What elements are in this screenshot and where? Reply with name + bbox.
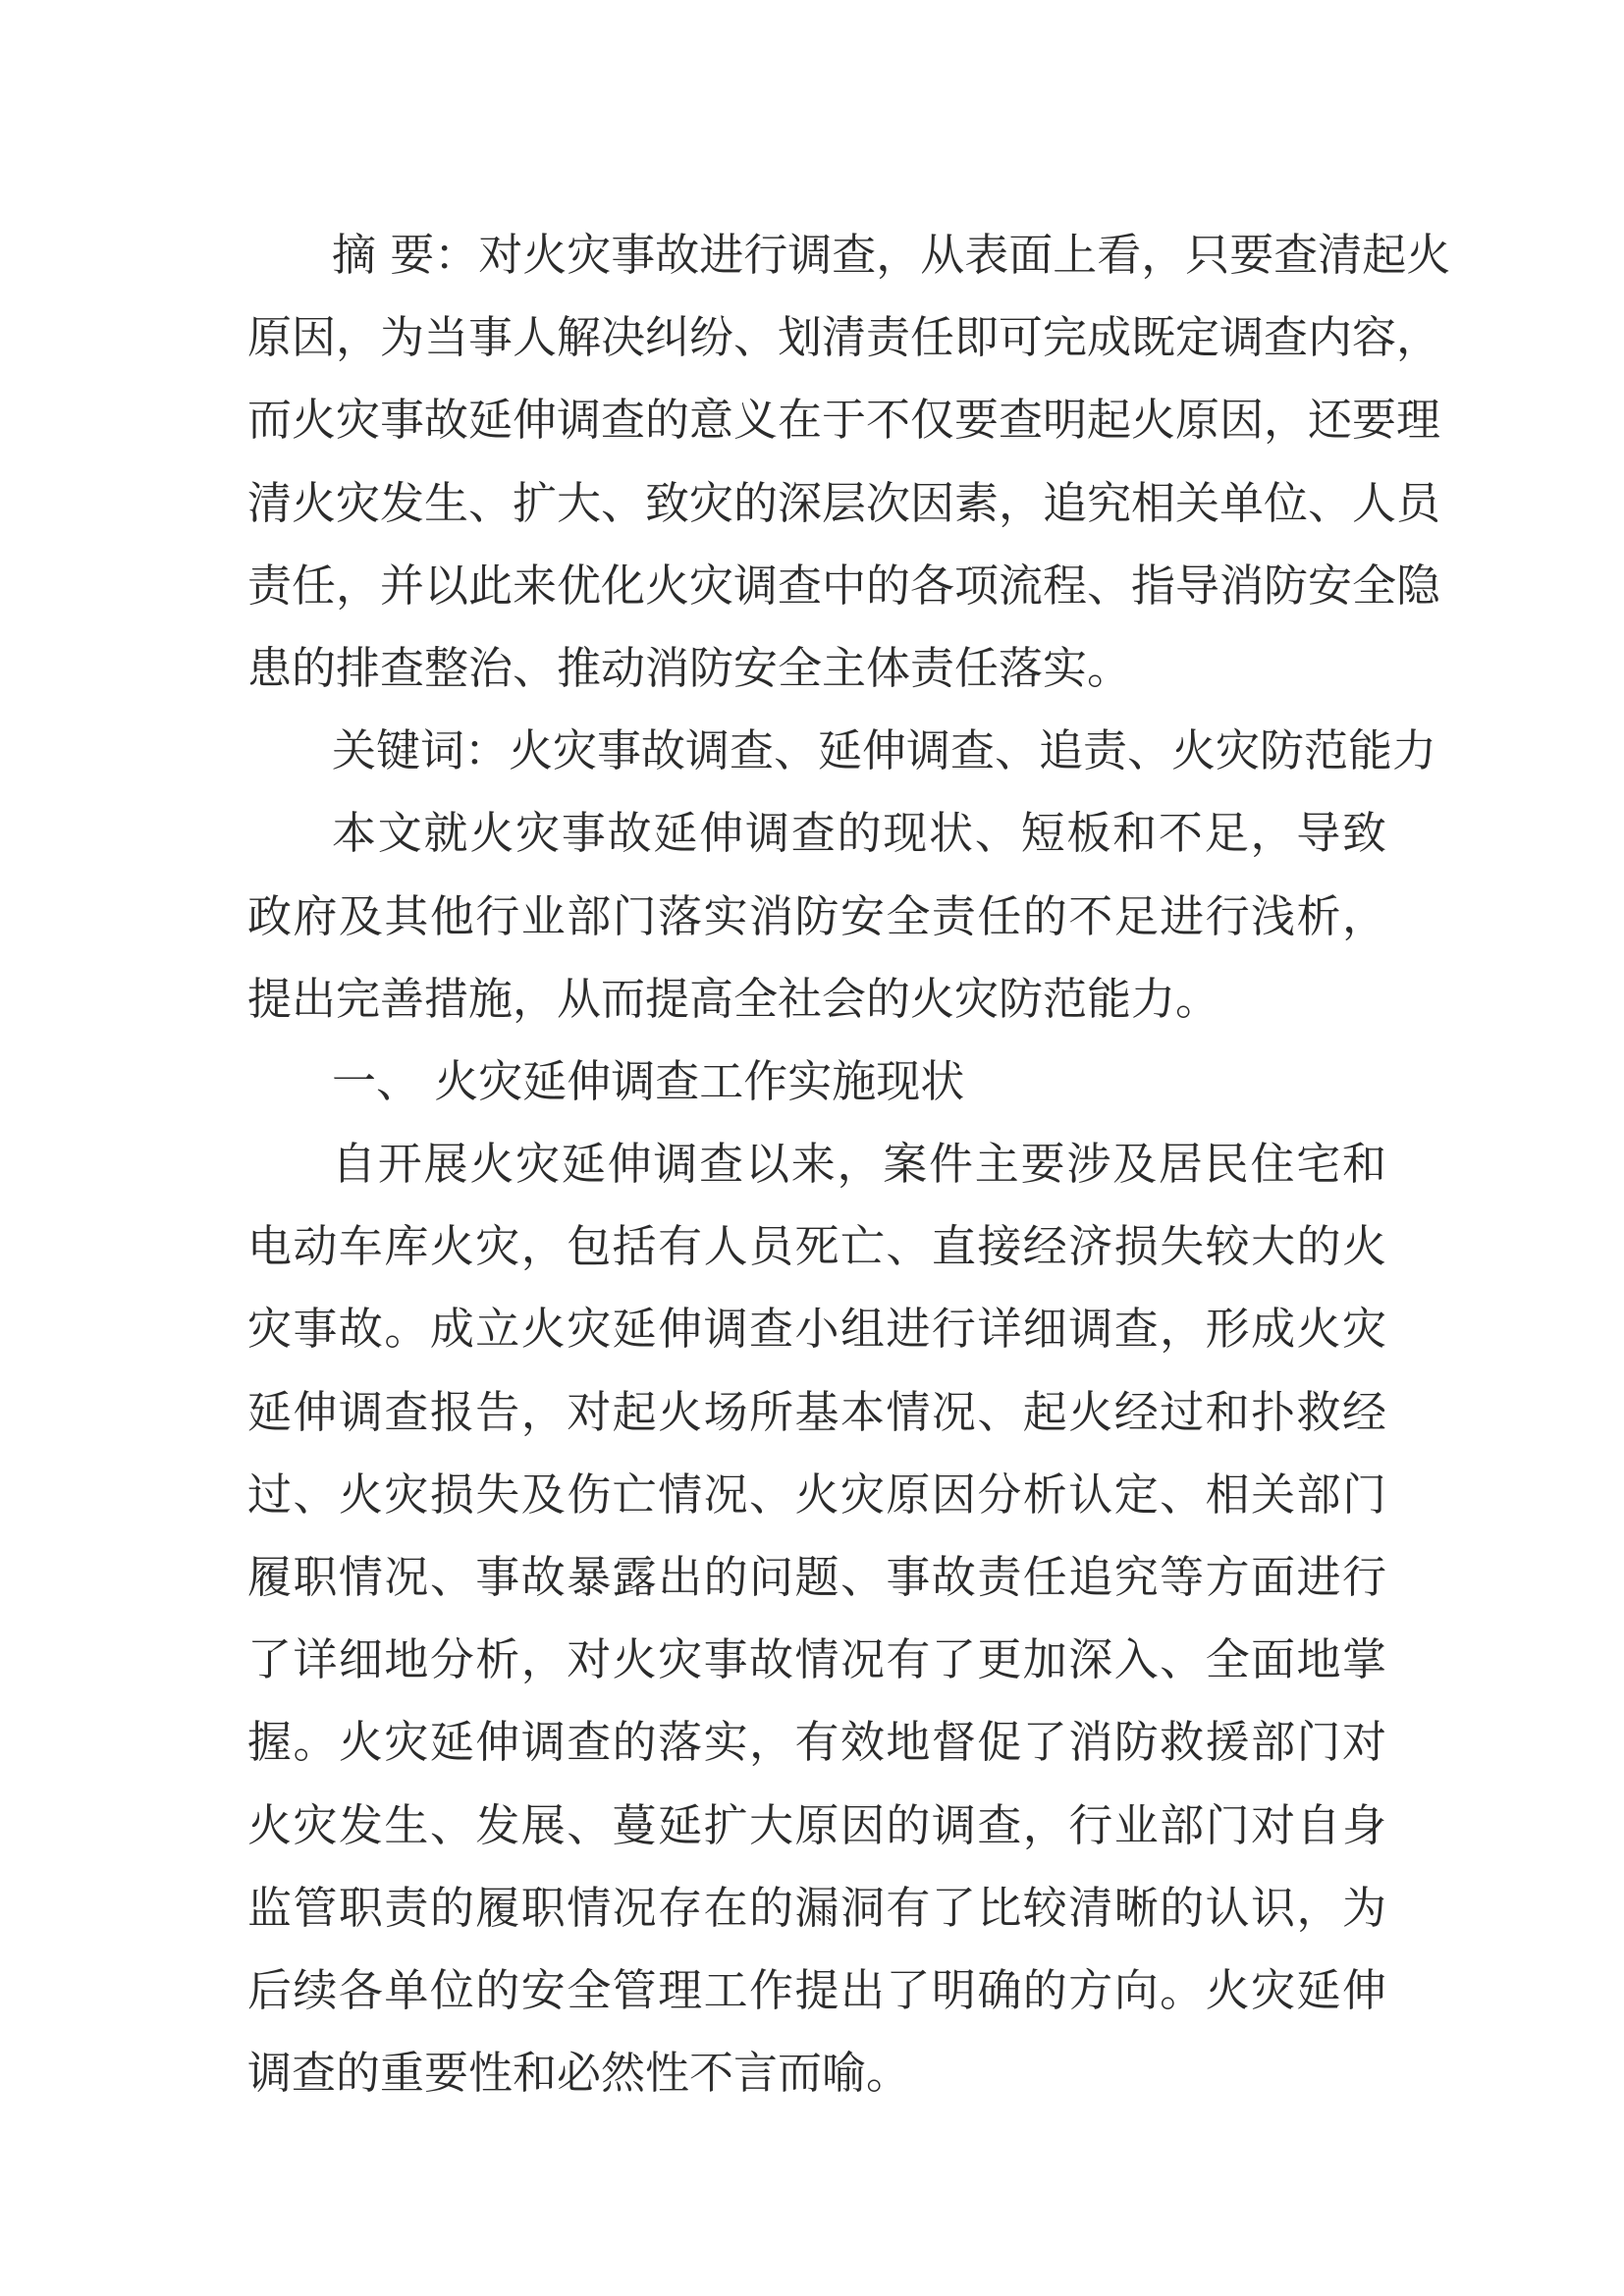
text-line: 提出完善措施，从而提高全社会的火灾防范能力。	[247, 972, 1220, 1025]
text-line: 履职情况、事故暴露出的问题、事故责任追究等方面进行	[247, 1551, 1386, 1603]
section-body-paragraph	[247, 1123, 1386, 2114]
text-line: 火灾发生、发展、蔓延扩大原因的调查，行业部门对自身	[247, 1798, 1386, 1851]
abstract-paragraph	[247, 214, 1451, 710]
text-line: 监管职责的履职情况存在的漏洞有了比较清晰的认识，为	[247, 1881, 1386, 1934]
document-body	[247, 214, 1451, 2114]
text-line: 后续各单位的安全管理工作提出了明确的方向。火灾延伸	[247, 1963, 1386, 2016]
text-line: 关键词：火灾事故调查、延伸调查、追责、火灾防范能力	[332, 724, 1437, 777]
text-line: 调查的重要性和必然性不言而喻。	[247, 2047, 911, 2100]
intro-paragraph	[247, 792, 1386, 1041]
text-line: 摘 要：对火灾事故进行调查，从表面上看，只要查清起火	[332, 229, 1451, 281]
text-line: 而火灾事故延伸调查的意义在于不仅要查明起火原因，还要理	[247, 394, 1441, 447]
text-line: 责任，并以此来优化火灾调查中的各项流程、指导消防安全隐	[247, 559, 1441, 612]
text-line: 一、 火灾延伸调查工作实施现状	[332, 1054, 965, 1107]
text-line: 了详细地分析，对火灾事故情况有了更加深入、全面地掌	[247, 1633, 1386, 1686]
text-line: 患的排查整治、推动消防安全主体责任落实。	[247, 641, 1132, 694]
text-line: 原因，为当事人解决纠纷、划清责任即可完成既定调查内容，	[247, 311, 1441, 364]
text-line: 清火灾发生、扩大、致灾的深层次因素，追究相关单位、人员	[247, 476, 1441, 529]
text-line: 本文就火灾事故延伸调查的现状、短板和不足，导致	[332, 807, 1386, 860]
text-line: 自开展火灾延伸调查以来，案件主要涉及居民住宅和	[332, 1138, 1386, 1191]
text-line: 过、火灾损失及伤亡情况、火灾原因分析认定、相关部门	[247, 1468, 1386, 1521]
text-line: 灾事故。成立火灾延伸调查小组进行详细调查，形成火灾	[247, 1303, 1386, 1356]
text-line: 握。火灾延伸调查的落实，有效地督促了消防救援部门对	[247, 1716, 1386, 1769]
keywords-paragraph	[247, 710, 1437, 792]
section-heading	[247, 1041, 1386, 1123]
text-line: 电动车库火灾，包括有人员死亡、直接经济损失较大的火	[247, 1220, 1386, 1273]
text-line: 延伸调查报告，对起火场所基本情况、起火经过和扑救经	[247, 1385, 1386, 1438]
text-line: 政府及其他行业部门落实消防安全责任的不足进行浅析，	[247, 889, 1386, 942]
